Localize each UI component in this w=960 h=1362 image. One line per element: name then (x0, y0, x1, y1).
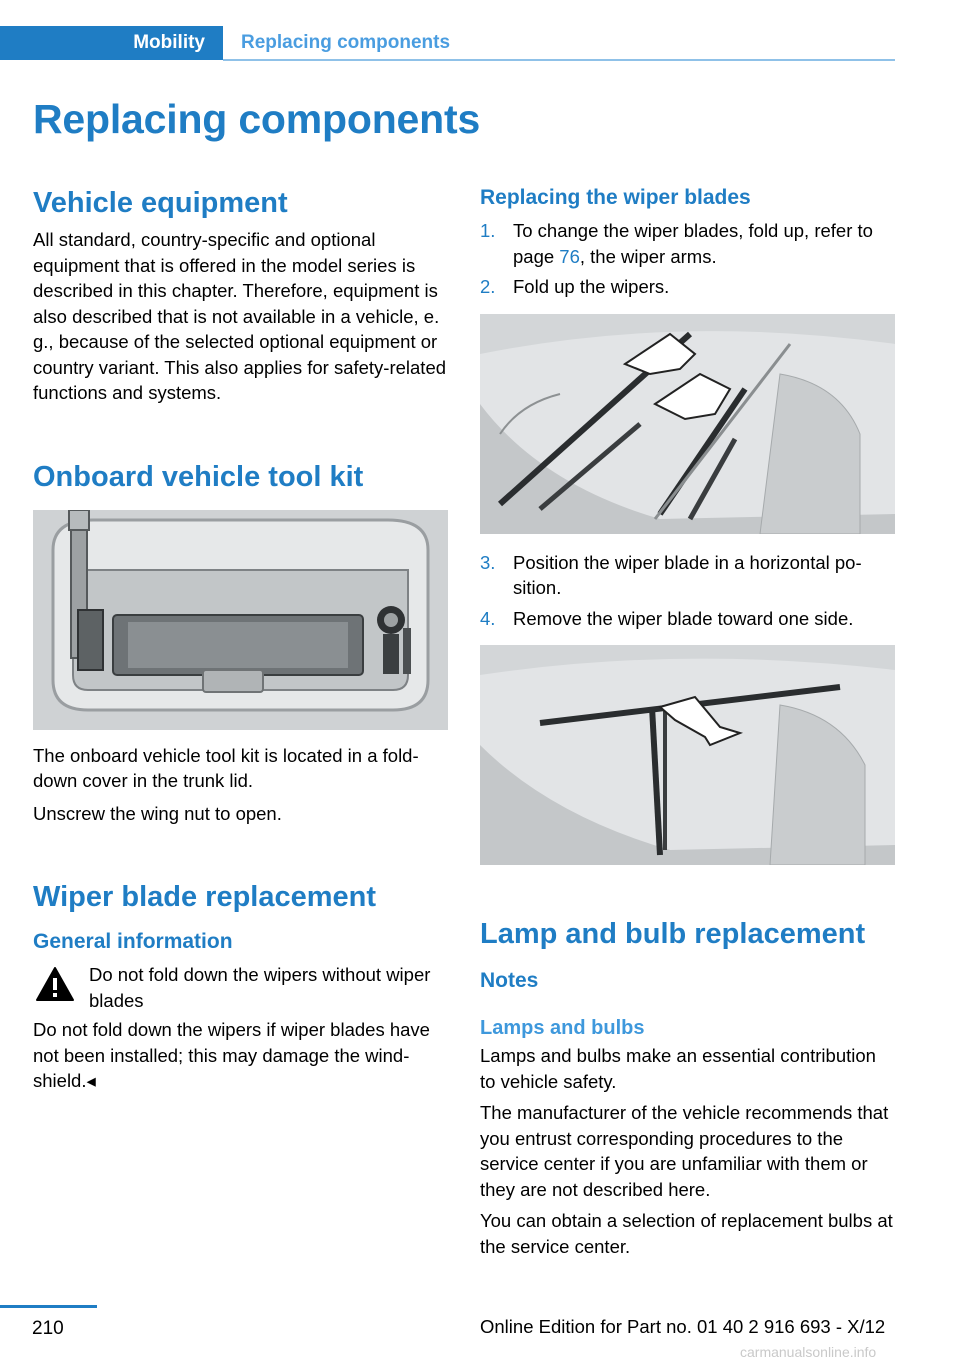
wiper-fold-up-illustration (480, 314, 895, 534)
step-text: Remove the wiper blade toward one side. (513, 607, 854, 629)
edition-text: Online Edition for Part no. 01 40 2 916 693 - X/12 (480, 1316, 886, 1337)
notes-heading: Notes (480, 969, 539, 992)
wiper-replacement-heading: Wiper blade replacement (33, 881, 377, 913)
wiper-steps-list-2 (480, 550, 896, 632)
vehicle-equipment-text: All standard, country-specific and optional equipment that is offered in the model series is described in this chapter. Therefore, equipment is also described that is not available in a vehicle, e. g., because of the selected optional equipment or country variant. This also applies for safety-related functions and systems. (33, 229, 447, 403)
tool-kit-open-text: Unscrew the wing nut to open. (33, 802, 282, 824)
step-number: 1. (480, 220, 496, 241)
list-item (480, 274, 896, 300)
lamp-bulbs-text: You can obtain a selection of replacement bulbs at the service center. (480, 1210, 893, 1257)
warning-box (33, 962, 449, 1013)
chapter-tab[interactable]: Mobility (0, 26, 223, 60)
step-number: 2. (480, 276, 496, 297)
tool-kit-heading: Onboard vehicle tool kit (33, 460, 364, 493)
lamp-service-text: The manufacturer of the vehicle recommends that you entrust corresponding procedures to the service center if you are unfamiliar with them or they are not described here. (480, 1102, 889, 1200)
list-item (480, 550, 896, 601)
step-number: 4. (480, 607, 496, 629)
wiper-remove-illustration (480, 645, 895, 865)
page-76-link[interactable]: 76 (559, 245, 580, 267)
page-title: Replacing components (33, 96, 481, 142)
step-text: To change the wiper blades, fold up, refer to page (513, 220, 873, 267)
general-information-heading: General information (33, 930, 233, 953)
footer-divider (0, 1305, 97, 1308)
page-header (0, 26, 895, 62)
left-column (33, 180, 449, 1094)
warning-triangle-icon (35, 966, 75, 1002)
list-item (480, 606, 896, 632)
section-tab[interactable]: Replacing components (241, 32, 451, 53)
page-number: 210 (32, 1318, 64, 1339)
header-divider (223, 59, 895, 61)
lamp-bulb-heading: Lamp and bulb replacement (480, 918, 866, 950)
warning-text: Do not fold down the wipers if wiper blades have not been installed; this may damage the windshield.◂ (33, 1019, 430, 1091)
vehicle-equipment-heading: Vehicle equipment (33, 187, 288, 219)
right-column (480, 180, 896, 1259)
warning-title: Do not fold down the wipers without wiper blades (89, 964, 431, 1011)
wiper-steps-list-1 (480, 218, 896, 300)
lamp-safety-text: Lamps and bulbs make an essential contribution to vehicle safety. (480, 1045, 876, 1092)
lamps-bulbs-subheading: Lamps and bulbs (480, 1017, 645, 1039)
step-text: Position the wiper blade in a horizontal position. (513, 551, 862, 598)
step-number: 3. (480, 551, 496, 573)
step-text: Fold up the wipers. (513, 276, 670, 297)
list-item (480, 218, 896, 269)
tool-kit-illustration (33, 510, 448, 730)
step-text: , the wiper arms. (579, 245, 717, 267)
tool-kit-location-text: The onboard vehicle tool kit is located in a folddown cover in the trunk lid. (33, 744, 419, 791)
watermark: carmanualsonline.info (740, 1344, 877, 1360)
replacing-wiper-blades-heading: Replacing the wiper blades (480, 186, 751, 209)
